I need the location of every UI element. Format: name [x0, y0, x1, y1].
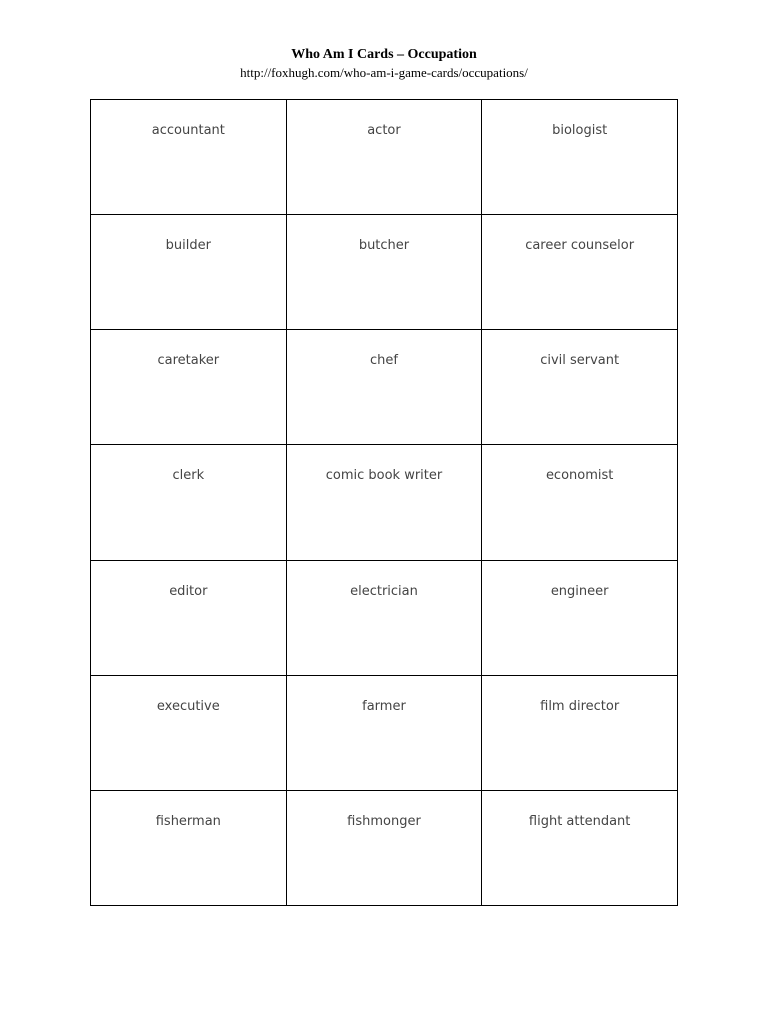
card-row — [91, 560, 678, 675]
card-label: actor — [367, 123, 401, 138]
card-cell — [286, 330, 482, 445]
card-cell — [286, 675, 482, 790]
occupation-card-grid — [90, 99, 678, 906]
card-cell — [286, 790, 482, 905]
card-label: chef — [370, 353, 398, 369]
card-label: editor — [169, 583, 208, 599]
card-label: executive — [156, 698, 220, 714]
card-row — [91, 330, 678, 445]
document-header — [0, 46, 768, 81]
card-label: film director — [540, 698, 620, 714]
card-label: butcher — [358, 238, 410, 254]
card-cell — [91, 675, 287, 790]
card-label: builder — [165, 238, 211, 254]
card-cell — [482, 330, 678, 445]
card-cell — [91, 100, 287, 215]
card-cell — [91, 790, 287, 905]
card-row — [91, 675, 678, 790]
card-cell — [482, 560, 678, 675]
card-label: fisherman — [155, 813, 221, 829]
card-label: comic book writer — [325, 468, 443, 484]
card-label: civil servant — [540, 353, 620, 369]
card-label: fishmonger — [347, 813, 421, 829]
card-label: accountant — [151, 123, 225, 138]
card-label: caretaker — [157, 353, 220, 369]
card-label: engineer — [550, 583, 609, 599]
card-row — [91, 790, 678, 905]
card-row — [91, 215, 678, 330]
card-cell — [482, 675, 678, 790]
card-cell — [482, 445, 678, 560]
card-cell — [91, 215, 287, 330]
card-cell — [482, 100, 678, 215]
card-row — [91, 100, 678, 215]
card-label: farmer — [362, 698, 406, 714]
card-label: flight attendant — [528, 813, 631, 829]
card-cell — [91, 330, 287, 445]
card-label: clerk — [172, 468, 205, 484]
card-cell — [286, 445, 482, 560]
card-row — [91, 445, 678, 560]
document-url: http://foxhugh.com/who-am-i-game-cards/occupations/ — [240, 65, 528, 80]
card-cell — [286, 215, 482, 330]
card-cell — [286, 100, 482, 215]
card-cell — [482, 215, 678, 330]
card-label: economist — [545, 468, 614, 484]
document-title: Who Am I Cards – Occupation — [291, 47, 477, 62]
card-cell — [482, 790, 678, 905]
card-label: electrician — [350, 583, 418, 599]
card-cell — [91, 445, 287, 560]
card-cell — [286, 560, 482, 675]
card-label: career counselor — [525, 238, 635, 254]
card-label: biologist — [552, 123, 608, 138]
card-cell — [91, 560, 287, 675]
